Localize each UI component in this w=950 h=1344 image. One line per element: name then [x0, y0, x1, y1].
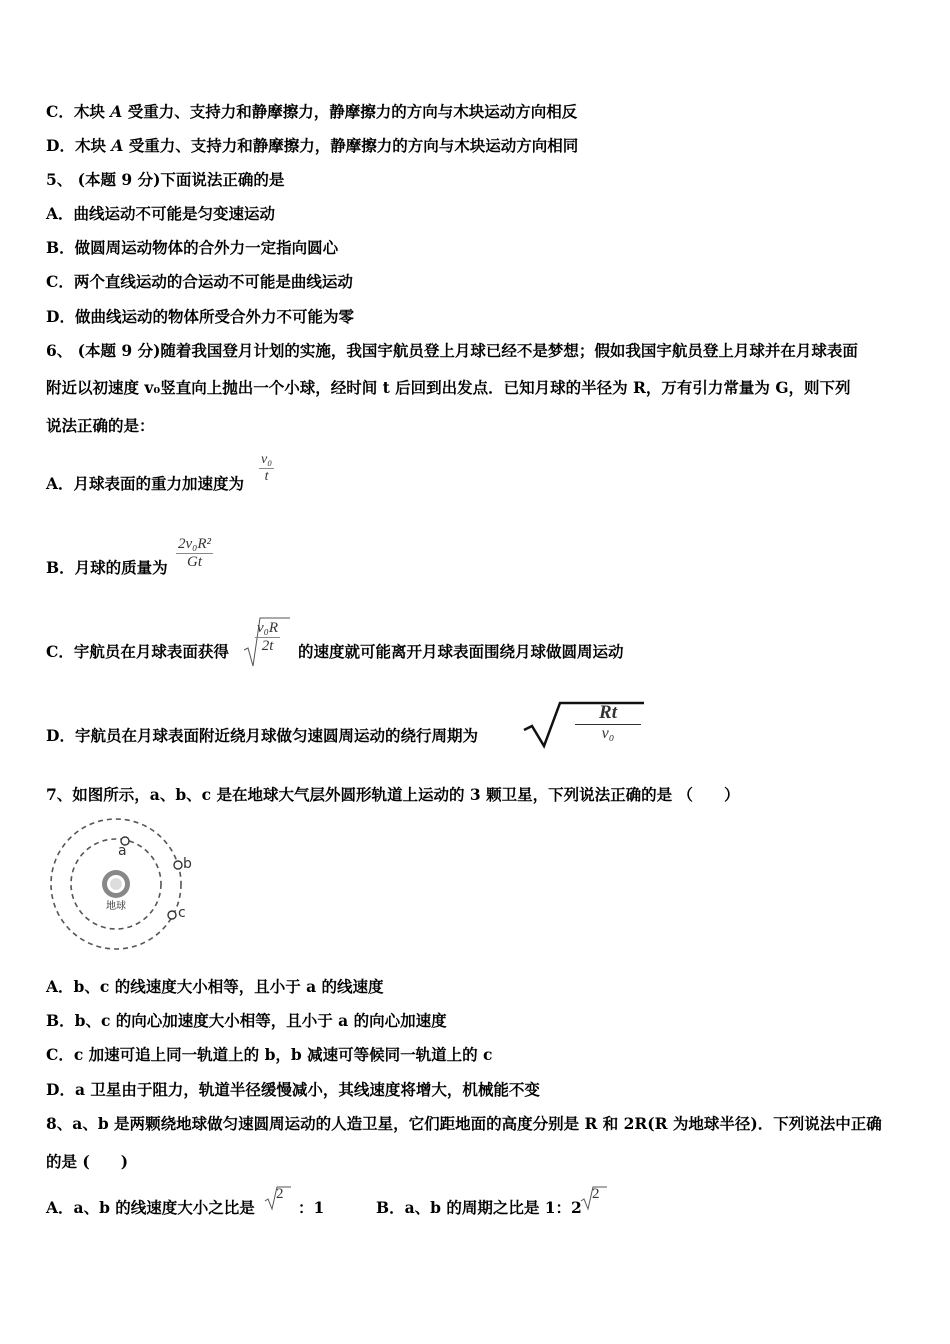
satellite-c-label: c [178, 905, 186, 921]
q6-option-d-fraction [575, 702, 641, 743]
satellite-c [168, 911, 176, 919]
q7-option-a: A．b、c 的线速度大小相等，且小于 a 的线速度 [46, 977, 384, 996]
q8-option-b-radicand: 2 [592, 1186, 600, 1202]
satellite-a-label: a [118, 843, 127, 859]
q4-option-c-text: 受重力、支持力和静摩擦力，静摩擦力的方向与木块运动方向相反 [127, 102, 578, 121]
q7-option-c: C．c 加速可追上同一轨道上的 b，b 减速可等候同一轨道上的 c [46, 1045, 493, 1064]
q6-option-c-label: C．宇航员在月球表面获得 [46, 642, 229, 661]
orbit-diagram [46, 818, 196, 952]
fraction-numerator: 2v₀R² [178, 536, 212, 552]
satellite-b-label: b [183, 856, 192, 872]
q5-stem: 5、 (本题 9 分)下面说法正确的是 [46, 170, 285, 189]
q7-option-b: B．b、c 的向心加速度大小相等，且小于 a 的向心加速度 [46, 1011, 447, 1030]
earth-label: 地球 [106, 901, 126, 912]
q6-option-c [46, 642, 229, 662]
q6-option-b-fraction [176, 536, 213, 571]
q4-option-d-label: D．木块 [46, 136, 106, 155]
q7-option-d: D．a 卫星由于阻力，轨道半径缓慢减小，其线速度将增大，机械能不变 [46, 1080, 540, 1099]
fraction-denominator: Gt [187, 554, 203, 570]
q4-option-c-label: C．木块 [46, 102, 105, 121]
q5-option-c: C．两个直线运动的合运动不可能是曲线运动 [46, 272, 353, 291]
fraction-denominator: t [264, 469, 269, 484]
q6-option-a-fraction [259, 452, 274, 485]
q8-stem-line1: 8、a、b 是两颗绕地球做匀速圆周运动的人造卫星，它们距地面的高度分别是 R 和 2R(R 为地球半径)．下列说法中正确 [46, 1114, 882, 1133]
satellite-b [174, 861, 182, 869]
q4-option-d [46, 136, 578, 156]
q6-option-c-fraction [255, 620, 280, 655]
q6-stem-line1: 6、 (本题 9 分)随着我国登月计划的实施，我国宇航员登上月球已经不是梦想；假如我国宇航员登上月球并在月球表面 [46, 341, 858, 360]
q6-stem-line2: 附近以初速度 v₀竖直向上抛出一个小球，经时间 t 后回到出发点．已知月球的半径为 R，万有引力常量为 G，则下列 [46, 378, 851, 397]
q5-option-b: B．做圆周运动物体的合外力一定指向圆心 [46, 238, 339, 257]
q6-option-c-tail: 的速度就可能离开月球表面围绕月球做圆周运动 [298, 642, 624, 661]
q4-option-d-text: 受重力、支持力和静摩擦力，静摩擦力的方向与木块运动方向相同 [128, 136, 579, 155]
q8-option-b: B．a、b 的周期之比是 1：2 [376, 1198, 582, 1217]
q6-stem-line3: 说法正确的是： [46, 416, 155, 435]
q5-option-a: A．曲线运动不可能是匀变速运动 [46, 204, 276, 223]
fraction-numerator: v₀ [261, 452, 273, 467]
q4-option-c-block: A [110, 102, 123, 121]
q6-option-a: A．月球表面的重力加速度为 [46, 474, 245, 493]
q8-option-a: A．a、b 的线速度大小之比是 [46, 1198, 255, 1217]
q6-option-b: B．月球的质量为 [46, 558, 168, 577]
fraction-numerator: v₀R [257, 620, 279, 636]
q4-option-c [46, 102, 577, 122]
fraction-denominator: 2t [261, 638, 274, 654]
q8-option-a-radicand: 2 [276, 1186, 284, 1202]
q4-option-d-block: A [111, 136, 124, 155]
q6-option-d: D．宇航员在月球表面附近绕月球做匀速圆周运动的绕行周期为 [46, 726, 478, 745]
fraction-denominator: v₀ [601, 725, 615, 742]
fraction-numerator: Rt [575, 702, 641, 725]
q8-stem-line2: 的是 ( ) [46, 1152, 129, 1171]
q8-option-a-tail: ：1 [298, 1198, 325, 1217]
q5-option-d: D．做曲线运动的物体所受合外力不可能为零 [46, 307, 354, 326]
q7-stem: 7、如图所示，a、b、c 是在地球大气层外圆形轨道上运动的 3 颗卫星，下列说法正确的是 （ ） [46, 785, 740, 804]
